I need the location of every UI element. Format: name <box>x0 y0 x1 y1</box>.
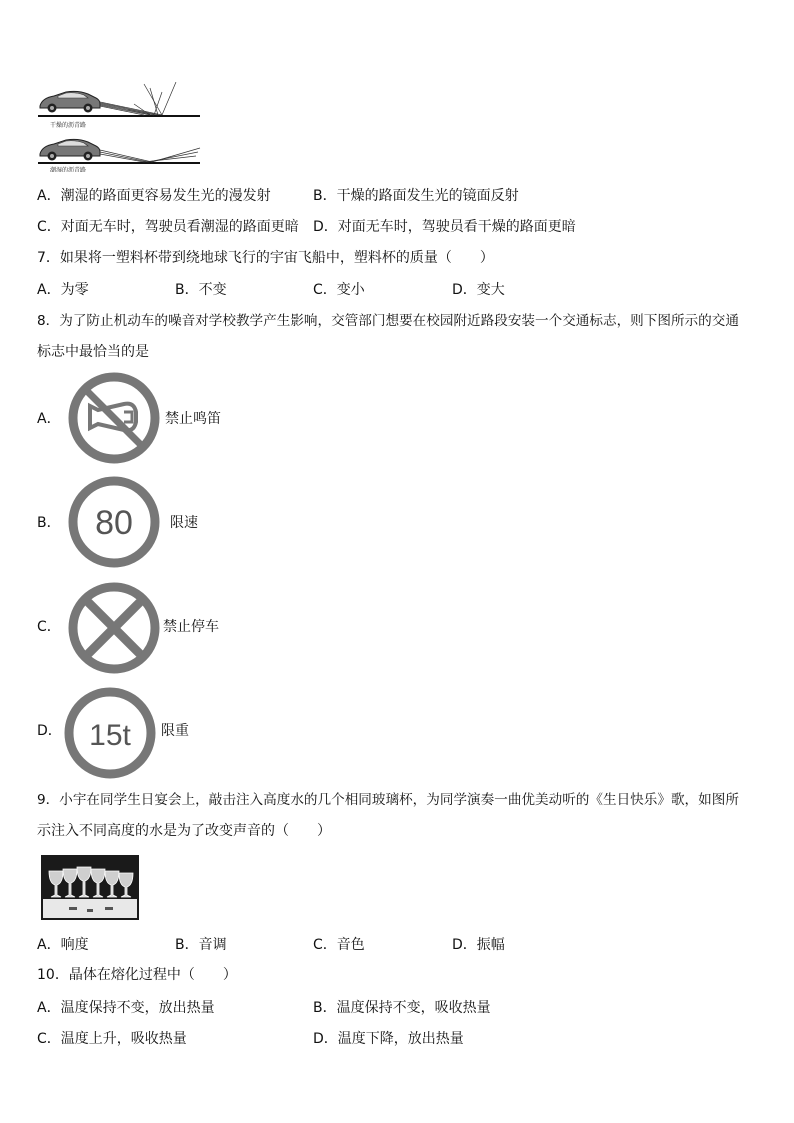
q8-option-c-letter: C． <box>37 619 61 635</box>
wet-road-caption: 潮湿的沥青路 <box>50 167 87 172</box>
light-rays-wet <box>100 148 200 162</box>
q7-option-b: B．不变 <box>175 282 227 298</box>
dry-road-caption: 干燥的沥青路 <box>50 122 87 129</box>
road-reflection-figure <box>36 82 206 172</box>
no-honking-sign-icon <box>68 372 160 464</box>
speed-limit-sign-icon <box>68 476 160 568</box>
q6-option-c: C．对面无车时，驾驶员看潮湿的路面更暗 <box>37 219 299 235</box>
q8-option-b-letter: B． <box>37 515 61 531</box>
q6-option-d: D．对面无车时，驾驶员看干燥的路面更暗 <box>313 219 576 235</box>
q9-option-b: B．音调 <box>175 937 227 953</box>
q10-option-a: A．温度保持不变，放出热量 <box>37 1000 215 1016</box>
water-glasses-drawing <box>41 855 139 920</box>
q10-option-d: D．温度下降，放出热量 <box>313 1031 464 1047</box>
q6-option-a: A．潮湿的路面更容易发生光的漫发射 <box>37 188 271 204</box>
q9-stem-line2: 示注入不同高度的水是为了改变声音的（ ） <box>37 823 331 839</box>
q10-option-b: B．温度保持不变，吸收热量 <box>313 1000 491 1016</box>
light-rays-dry <box>100 82 176 115</box>
q9-stem-line1: 9．小宇在同学生日宴会上，敲击注入高度水的几个相同玻璃杯，为同学演奏一曲优美动听的《生日快乐》歌，如图所 <box>37 792 739 808</box>
q6-option-b: B．干燥的路面发生光的镜面反射 <box>313 188 519 204</box>
q9-option-c: C．音色 <box>313 937 365 953</box>
q7-option-c: C．变小 <box>313 282 365 298</box>
car-icon <box>40 139 100 160</box>
q10-option-c: C．温度上升，吸收热量 <box>37 1031 187 1047</box>
q8-option-d-letter: D． <box>37 723 62 739</box>
weight-limit-sign-text: 15t <box>89 719 131 752</box>
q8-option-d-label: 限重 <box>161 723 189 739</box>
q10-stem: 10．晶体在熔化过程中（ ） <box>37 967 237 983</box>
q9-option-a: A．响度 <box>37 937 89 953</box>
q8-option-a-label: 禁止鸣笛 <box>165 411 221 427</box>
no-parking-sign-icon <box>68 582 160 674</box>
speed-limit-sign-text: 80 <box>95 504 133 542</box>
water-glasses-photo <box>41 855 139 920</box>
q8-stem-line2: 标志中最恰当的是 <box>37 344 149 360</box>
car-icon <box>40 91 100 112</box>
q7-option-a: A．为零 <box>37 282 89 298</box>
q8-option-a-letter: A． <box>37 411 61 427</box>
q8-option-b-label: 限速 <box>170 515 198 531</box>
q9-option-d: D．振幅 <box>452 937 505 953</box>
weight-limit-sign-icon <box>64 687 156 779</box>
road-reflection-drawing <box>36 82 206 172</box>
q8-option-c-label: 禁止停车 <box>163 619 219 635</box>
q7-stem: 7．如果将一塑料杯带到绕地球飞行的宇宙飞船中，塑料杯的质量（ ） <box>37 250 494 266</box>
q8-stem-line1: 8．为了防止机动车的噪音对学校教学产生影响，交管部门想要在校园附近路段安装一个交通标志，则下图所示的交通 <box>37 313 739 329</box>
q7-option-d: D．变大 <box>452 282 505 298</box>
